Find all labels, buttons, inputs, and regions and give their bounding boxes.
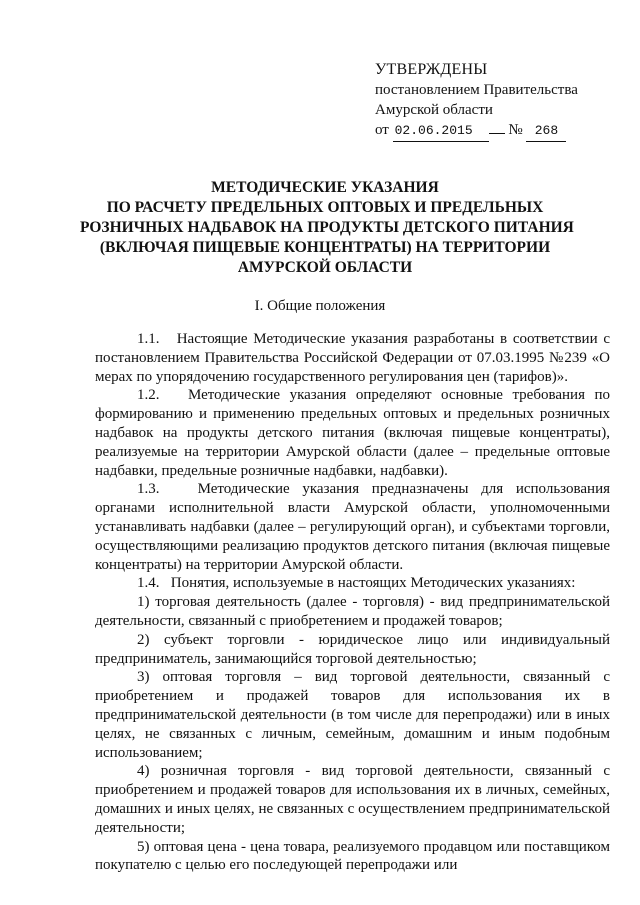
date-underline-gap bbox=[489, 133, 505, 134]
paragraph-1-2: 1.2. Методические указания определяют основные требования по формированию и применению предельных оптовых и предельных розничных надбавок на продукты детского питания (включая пищевые концентраты), реализуемые на территории Амурской области (далее – предельные оптовые надбавки, предельные розничные надбавки, надбавки). bbox=[95, 387, 610, 479]
approval-line-2: Амурской области bbox=[375, 102, 493, 118]
document-body bbox=[95, 330, 610, 875]
heading-line: ПО РАСЧЕТУ ПРЕДЕЛЬНЫХ ОПТОВЫХ И ПРЕДЕЛЬНЫХ bbox=[106, 199, 544, 216]
definition-item-2: 2) субъект торговли - юридическое лицо или индивидуальный предприниматель, занимающийся торговой деятельностью; bbox=[95, 631, 610, 667]
paragraph-1-1: 1.1. Настоящие Методические указания разработаны в соответствии с постановлением Правительства Российской Федерации от 07.03.1995 №239 «О мерах по упорядочению государственного регулирования цен (тарифов)». bbox=[95, 331, 610, 385]
approval-date-line bbox=[375, 120, 615, 142]
approval-block bbox=[375, 60, 615, 142]
approval-date: 02.06.2015 bbox=[393, 121, 489, 142]
document-heading bbox=[80, 178, 574, 278]
heading-line: АМУРСКОЙ ОБЛАСТИ bbox=[237, 259, 413, 276]
section-title: I. Общие положения bbox=[254, 298, 386, 314]
approval-line-1: постановлением Правительства bbox=[375, 82, 578, 98]
paragraph-1-4: 1.4. Понятия, используемые в настоящих Методических указаниях: bbox=[137, 575, 576, 592]
approval-number: 268 bbox=[526, 121, 566, 142]
definition-item-5: 5) оптовая цена - цена товара, реализуемого продавцом или поставщиком покупателю с целью его последующей перепродажи или bbox=[95, 838, 610, 874]
definition-item-1: 1) торговая деятельность (далее - торговля) - вид предпринимательской деятельности, связанный с приобретением и продажей товаров; bbox=[95, 594, 610, 629]
heading-line: РОЗНИЧНЫХ НАДБАВОК НА ПРОДУКТЫ ДЕТСКОГО ПИТАНИЯ bbox=[80, 219, 574, 236]
approval-title: УТВЕРЖДЕНЫ bbox=[375, 61, 488, 78]
paragraph-1-3: 1.3. Методические указания предназначены для использования органами исполнительной власти Амурской области, уполномоченными устанавливать надбавки (далее – регулирующий орган), и субъектами торговли, осуществляющими реализацию продуктов детского питания (включая пищевые концентраты) на территории Амурской области. bbox=[95, 481, 610, 573]
definition-item-4: 4) розничная торговля - вид торговой деятельности, связанный с приобретением и продажей товаров для использования их в личных, семейных, домашних и иных целях, не связанных с осуществлением предпринимательской деятельности; bbox=[95, 763, 610, 836]
number-prefix: № bbox=[508, 122, 523, 138]
heading-line: МЕТОДИЧЕСКИЕ УКАЗАНИЯ bbox=[211, 179, 439, 196]
heading-line: (ВКЛЮЧАЯ ПИЩЕВЫЕ КОНЦЕНТРАТЫ) НА ТЕРРИТОРИИ bbox=[99, 239, 551, 256]
definition-item-3: 3) оптовая торговля – вид торговой деятельности, связанный с приобретением и продажей товаров для использования их в предпринимательской деятельности (в том числе для перепродажи) или в иных целях, не связанных с личным, семейным, домашним и иным подобным использованием; bbox=[95, 669, 610, 761]
date-prefix: от bbox=[375, 122, 389, 138]
